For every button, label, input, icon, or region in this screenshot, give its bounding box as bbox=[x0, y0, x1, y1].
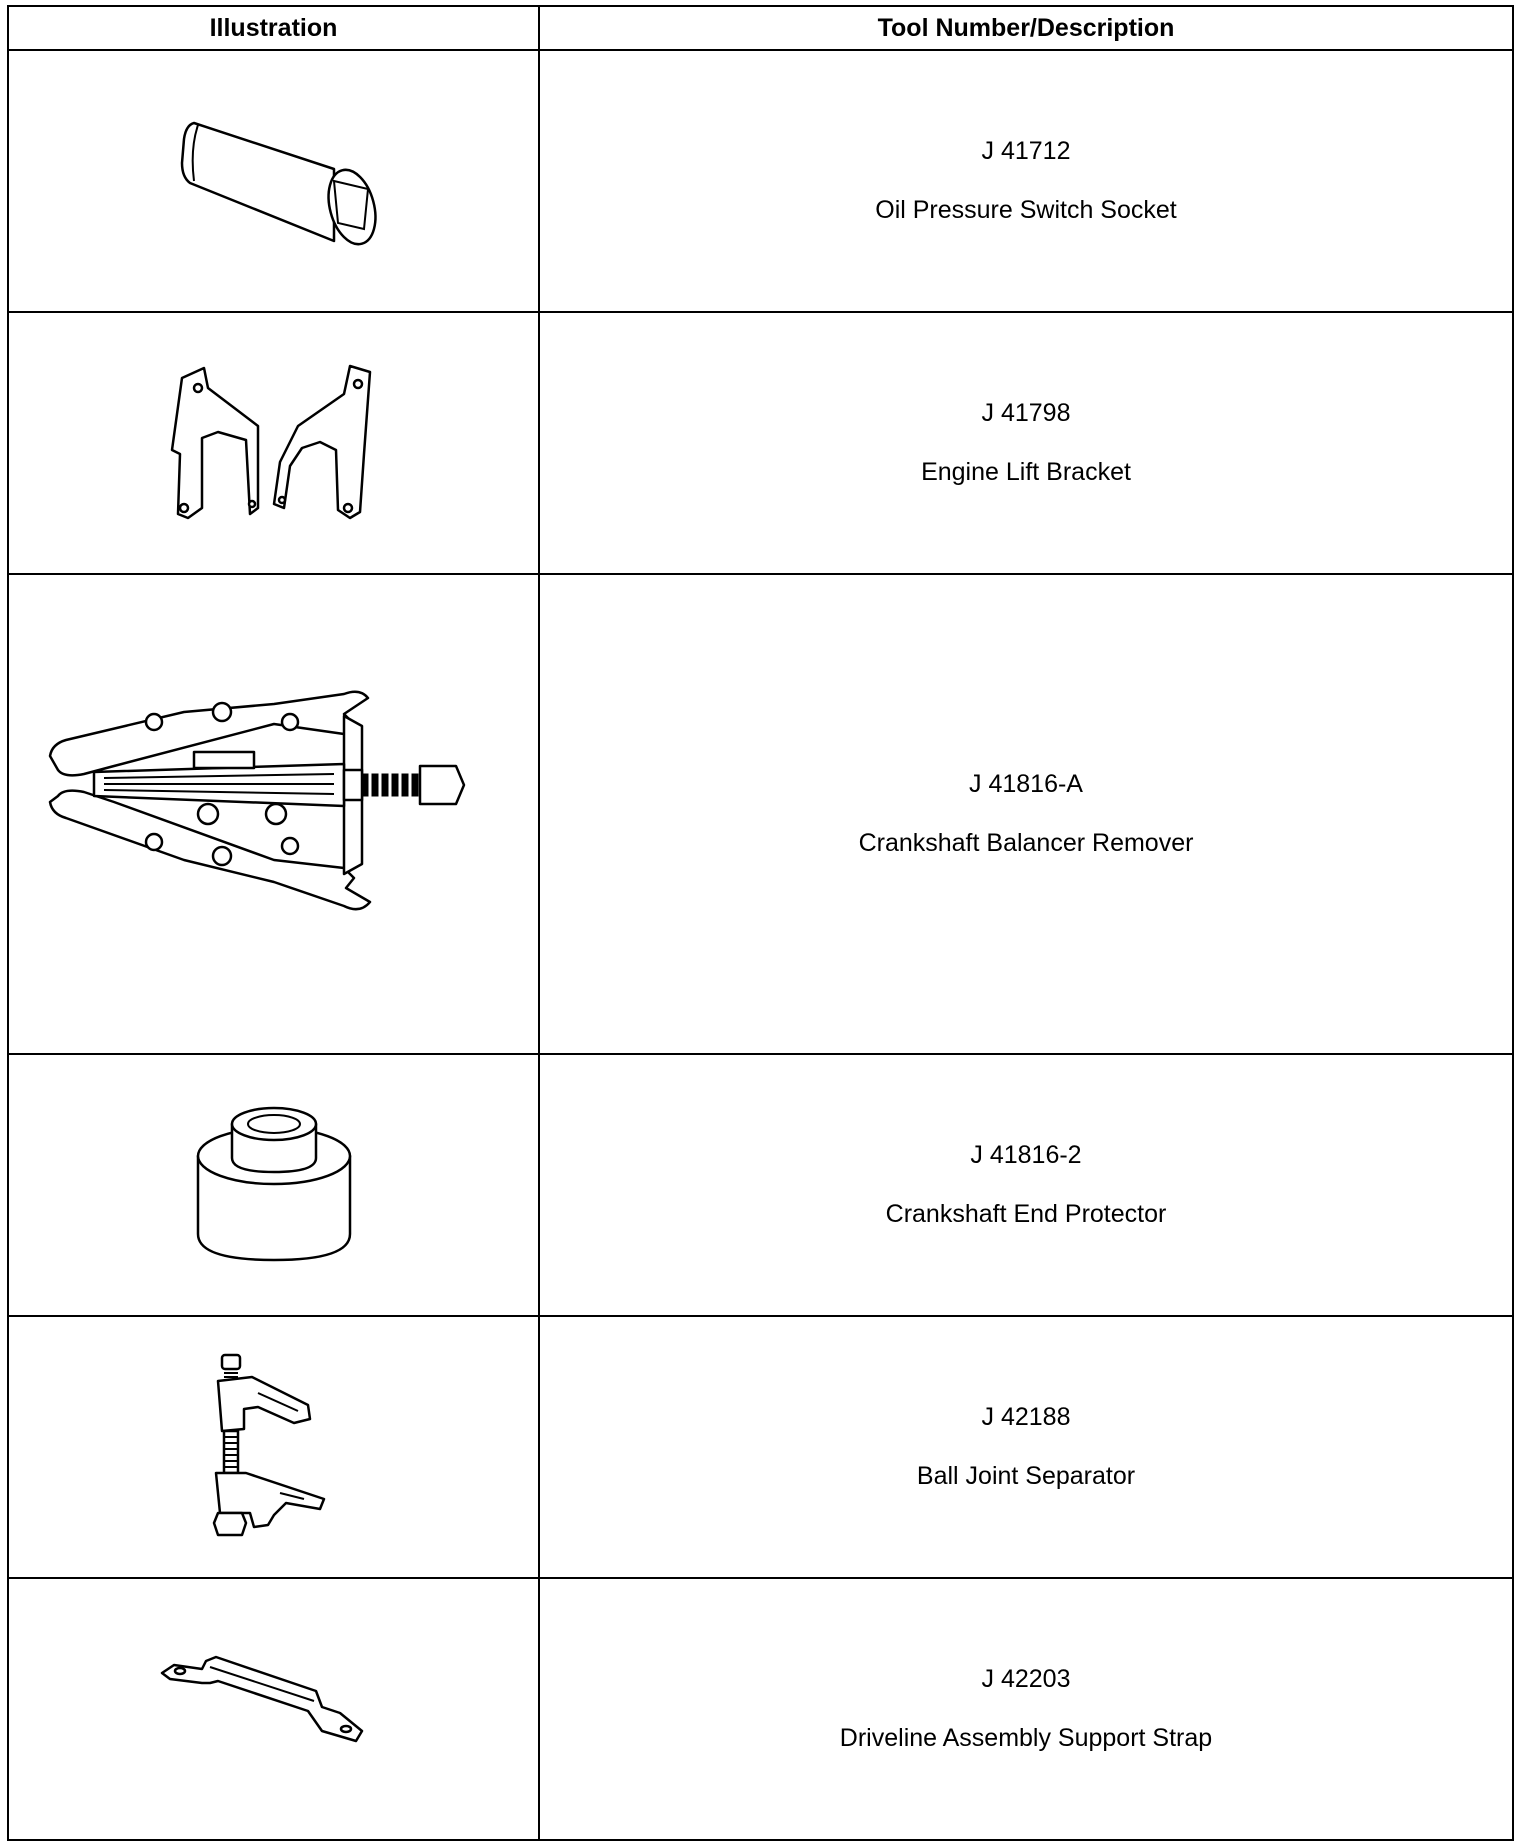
illustration-cell bbox=[8, 50, 539, 312]
table-row bbox=[8, 574, 1513, 1054]
lift-bracket-icon bbox=[154, 358, 394, 528]
socket-icon bbox=[154, 101, 394, 261]
tool-number: J 42188 bbox=[981, 1403, 1071, 1431]
tool-description: Ball Joint Separator bbox=[916, 1462, 1136, 1490]
tool-number: J 41816-2 bbox=[970, 1141, 1082, 1169]
description-cell bbox=[539, 1578, 1513, 1840]
table-row bbox=[8, 1316, 1513, 1578]
tool-number: J 41798 bbox=[981, 399, 1071, 427]
tool-number: J 41712 bbox=[981, 137, 1071, 165]
header-illustration: Illustration bbox=[8, 6, 539, 50]
description-cell bbox=[539, 574, 1513, 1054]
description-cell bbox=[539, 1316, 1513, 1578]
tool-description: Engine Lift Bracket bbox=[921, 458, 1131, 486]
tool-description: Driveline Assembly Support Strap bbox=[839, 1724, 1213, 1752]
illustration-cell bbox=[8, 574, 539, 1054]
tool-description: Crankshaft Balancer Remover bbox=[858, 829, 1194, 857]
illustration-cell bbox=[8, 1578, 539, 1840]
illustration-cell bbox=[8, 1316, 539, 1578]
table-row bbox=[8, 50, 1513, 312]
tool-description: Oil Pressure Switch Socket bbox=[875, 196, 1177, 224]
description-cell bbox=[539, 312, 1513, 574]
table-row bbox=[8, 312, 1513, 574]
support-strap-icon bbox=[154, 1649, 394, 1769]
tool-number: J 42203 bbox=[981, 1665, 1071, 1693]
header-row bbox=[8, 6, 1513, 50]
puller-icon bbox=[44, 674, 504, 954]
tool-table bbox=[7, 5, 1514, 1841]
table-row bbox=[8, 1578, 1513, 1840]
illustration-cell bbox=[8, 312, 539, 574]
tool-description: Crankshaft End Protector bbox=[885, 1200, 1167, 1228]
table-row bbox=[8, 1054, 1513, 1316]
description-cell bbox=[539, 1054, 1513, 1316]
illustration-cell bbox=[8, 1054, 539, 1316]
description-cell bbox=[539, 50, 1513, 312]
protector-icon bbox=[174, 1100, 374, 1270]
header-tool-description: Tool Number/Description bbox=[539, 6, 1513, 50]
ball-joint-separator-icon bbox=[174, 1347, 374, 1547]
tool-number: J 41816-A bbox=[969, 770, 1083, 798]
